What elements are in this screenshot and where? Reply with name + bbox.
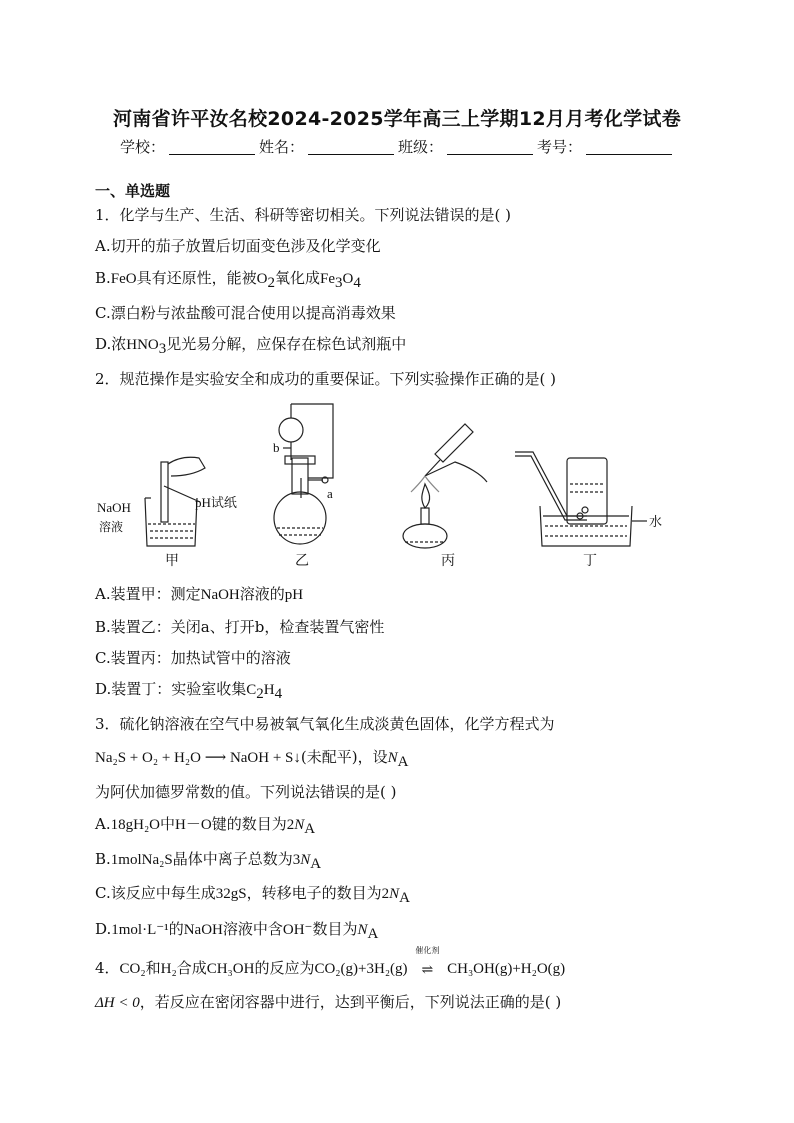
label-a: a (327, 486, 333, 501)
q3-option-a: A.18gH₂O中H－O键的数目为$2N_A$ (95, 815, 316, 837)
q1-stem: 1．化学与生产、生活、科研等密切相关。下列说法错误的是( ) (95, 206, 512, 224)
q3-equation: Na₂S + O₂ + H₂O ⟶ NaOH + S↓(未配平)，设$N_A$ (95, 748, 409, 770)
label-water: 水 (649, 515, 663, 530)
q4-stem: 4．CO₂和H₂合成CH₃OH的反应为CO₂(g)+3H₂(g) 催化剂 ⇌ CH₃OH(g)+H₂O(g) (95, 945, 566, 978)
apparatus-drawing (95, 396, 675, 576)
q2-stem: 2．规范操作是实验安全和成功的重要保证。下列实验操作正确的是( ) (95, 370, 557, 388)
label-solution: 溶液 (99, 520, 124, 534)
number-label: 考号： (537, 138, 583, 156)
q3-stem: 3．硫化钠溶液在空气中易被氧气氧化生成淡黄色固体，化学方程式为 (95, 715, 555, 733)
apparatus-ding (515, 452, 647, 546)
name-label: 姓名： (259, 138, 305, 156)
q3-stem-2: 为阿伏加德罗常数的值。下列说法错误的是( ) (95, 783, 397, 801)
school-blank[interactable] (169, 139, 255, 155)
number-blank[interactable] (586, 139, 672, 155)
q1-option-b: B.FeO具有还原性，能被$O_2$氧化成$Fe_3O_4$ (95, 269, 361, 291)
apparatus-yi (274, 404, 333, 544)
q1-option-a: A.切开的茄子放置后切面变色涉及化学变化 (95, 237, 381, 255)
label-naoh: NaOH (97, 500, 131, 515)
caption-jia: 甲 (165, 553, 179, 569)
q1-option-c: C.漂白粉与浓盐酸可混合使用以提高消毒效果 (95, 304, 396, 322)
page-title: 河南省许平汝名校2024-2025学年高三上学期12月月考化学试卷 (113, 108, 681, 130)
equilibrium-arrow: 催化剂 ⇌ (415, 945, 440, 978)
q4-stem-2: ΔH < 0，若反应在密闭容器中进行，达到平衡后，下列说法正确的是( ) (95, 993, 562, 1011)
caption-ding: 丁 (583, 553, 597, 569)
name-blank[interactable] (308, 139, 394, 155)
q1-option-d: D.浓$HNO_3$见光易分解，应保存在棕色试剂瓶中 (95, 335, 407, 357)
label-b: b (273, 440, 280, 455)
student-info-line (120, 136, 676, 157)
caption-yi: 乙 (295, 553, 309, 569)
q2-option-b: B.装置乙：关闭a、打开b，检查装置气密性 (95, 618, 385, 636)
q2-apparatus-figure (95, 396, 675, 576)
school-label: 学校： (120, 138, 166, 156)
label-ph-paper: pH试纸 (195, 495, 237, 510)
q3-option-d: D.1mol·L⁻¹的NaOH溶液中含OH⁻数目为$N_A$ (95, 920, 379, 942)
apparatus-bing (403, 424, 487, 548)
q2-option-a: A.装置甲：测定NaOH溶液的pH (95, 585, 304, 603)
class-blank[interactable] (447, 139, 533, 155)
caption-bing: 丙 (441, 553, 455, 569)
q3-option-b: B.1molNa₂S晶体中离子总数为$3N_A$ (95, 850, 322, 872)
q2-option-d: D.装置丁：实验室收集$C_2H_4$ (95, 680, 283, 702)
q2-option-c: C.装置丙：加热试管中的溶液 (95, 649, 291, 667)
class-label: 班级： (398, 138, 444, 156)
section-heading: 一、单选题 (95, 182, 171, 200)
q3-option-c: C.该反应中每生成32gS，转移电子的数目为$2N_A$ (95, 884, 410, 906)
